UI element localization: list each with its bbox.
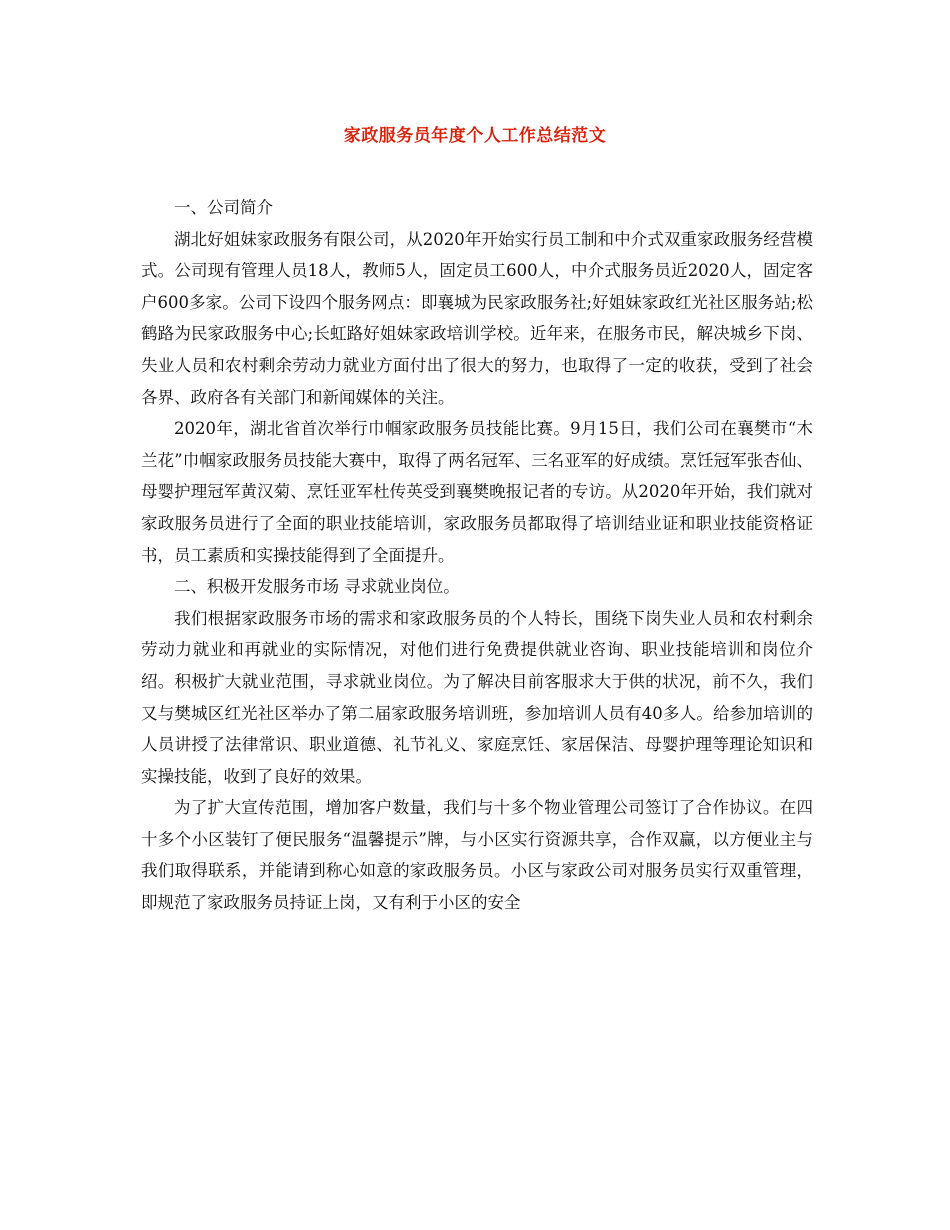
paragraph-employment-training: 我们根据家政服务市场的需求和家政服务员的个人特长，围绕下岗失业人员和农村剩余劳动力就业和再就业的实际情况，对他们进行免费提供就业咨询、职业技能培训和岗位介绍。积极扩大就业范围，寻求就业岗位。为了解决目前客服求大于供的状况，前不久，我们又与樊城区红光社区举办了第二届家政服务培训班，参加培训人员有40多人。给参加培训的人员讲授了法律常识、职业道德、礼节礼义、家庭烹饪、家居保洁、母婴护理等理论知识和实操技能，收到了良好的效果。: [141, 608, 813, 786]
document-title: 家政服务员年度个人工作总结范文: [343, 126, 607, 146]
section-heading-market-development: 二、积极开发服务市场 寻求就业岗位。: [174, 577, 460, 597]
paragraph-skills-competition: 2020年，湖北省首次举行巾帼家政服务员技能比赛。9月15日，我们公司在襄樊市“木兰花”巾帼家政服务员技能大赛中，取得了两名冠军、三名亚军的好成绩。烹饪冠军张杏仙、母婴护理冠军黄汉菊、烹饪亚军杜传英受到襄樊晚报记者的专访。从2020年开始，我们就对家政服务员进行了全面的职业技能培训，家政服务员都取得了培训结业证和职业技能资格证书，员工素质和实操技能得到了全面提升。: [141, 419, 813, 565]
paragraph-property-cooperation: 为了扩大宣传范围，增加客户数量，我们与十多个物业管理公司签订了合作协议。在四十多个小区装钉了便民服务“温馨提示”牌，与小区实行资源共享，合作双赢，以方便业主与我们取得联系，并能请到称心如意的家政服务员。小区与家政公司对服务员实行双重管理，即规范了家政服务员持证上岗，又有利于小区的安全: [141, 798, 813, 913]
paragraph-company-overview: 湖北好姐妹家政服务有限公司，从2020年开始实行员工制和中介式双重家政服务经营模式。公司现有管理人员18人，教师5人，固定员工600人，中介式服务员近2020人，固定客户600多家。公司下设四个服务网点：即襄城为民家政服务社;好姐妹家政红光社区服务站;松鹤路为民家政服务中心;长虹路好姐妹家政培训学校。近年来，在服务市民，解决城乡下岗、失业人员和农村剩余劳动力就业方面付出了很大的努力，也取得了一定的收获，受到了社会各界、政府各有关部门和新闻媒体的关注。: [141, 229, 813, 407]
document-body: [141, 192, 813, 919]
section-heading-company-intro: 一、公司简介: [174, 198, 273, 217]
